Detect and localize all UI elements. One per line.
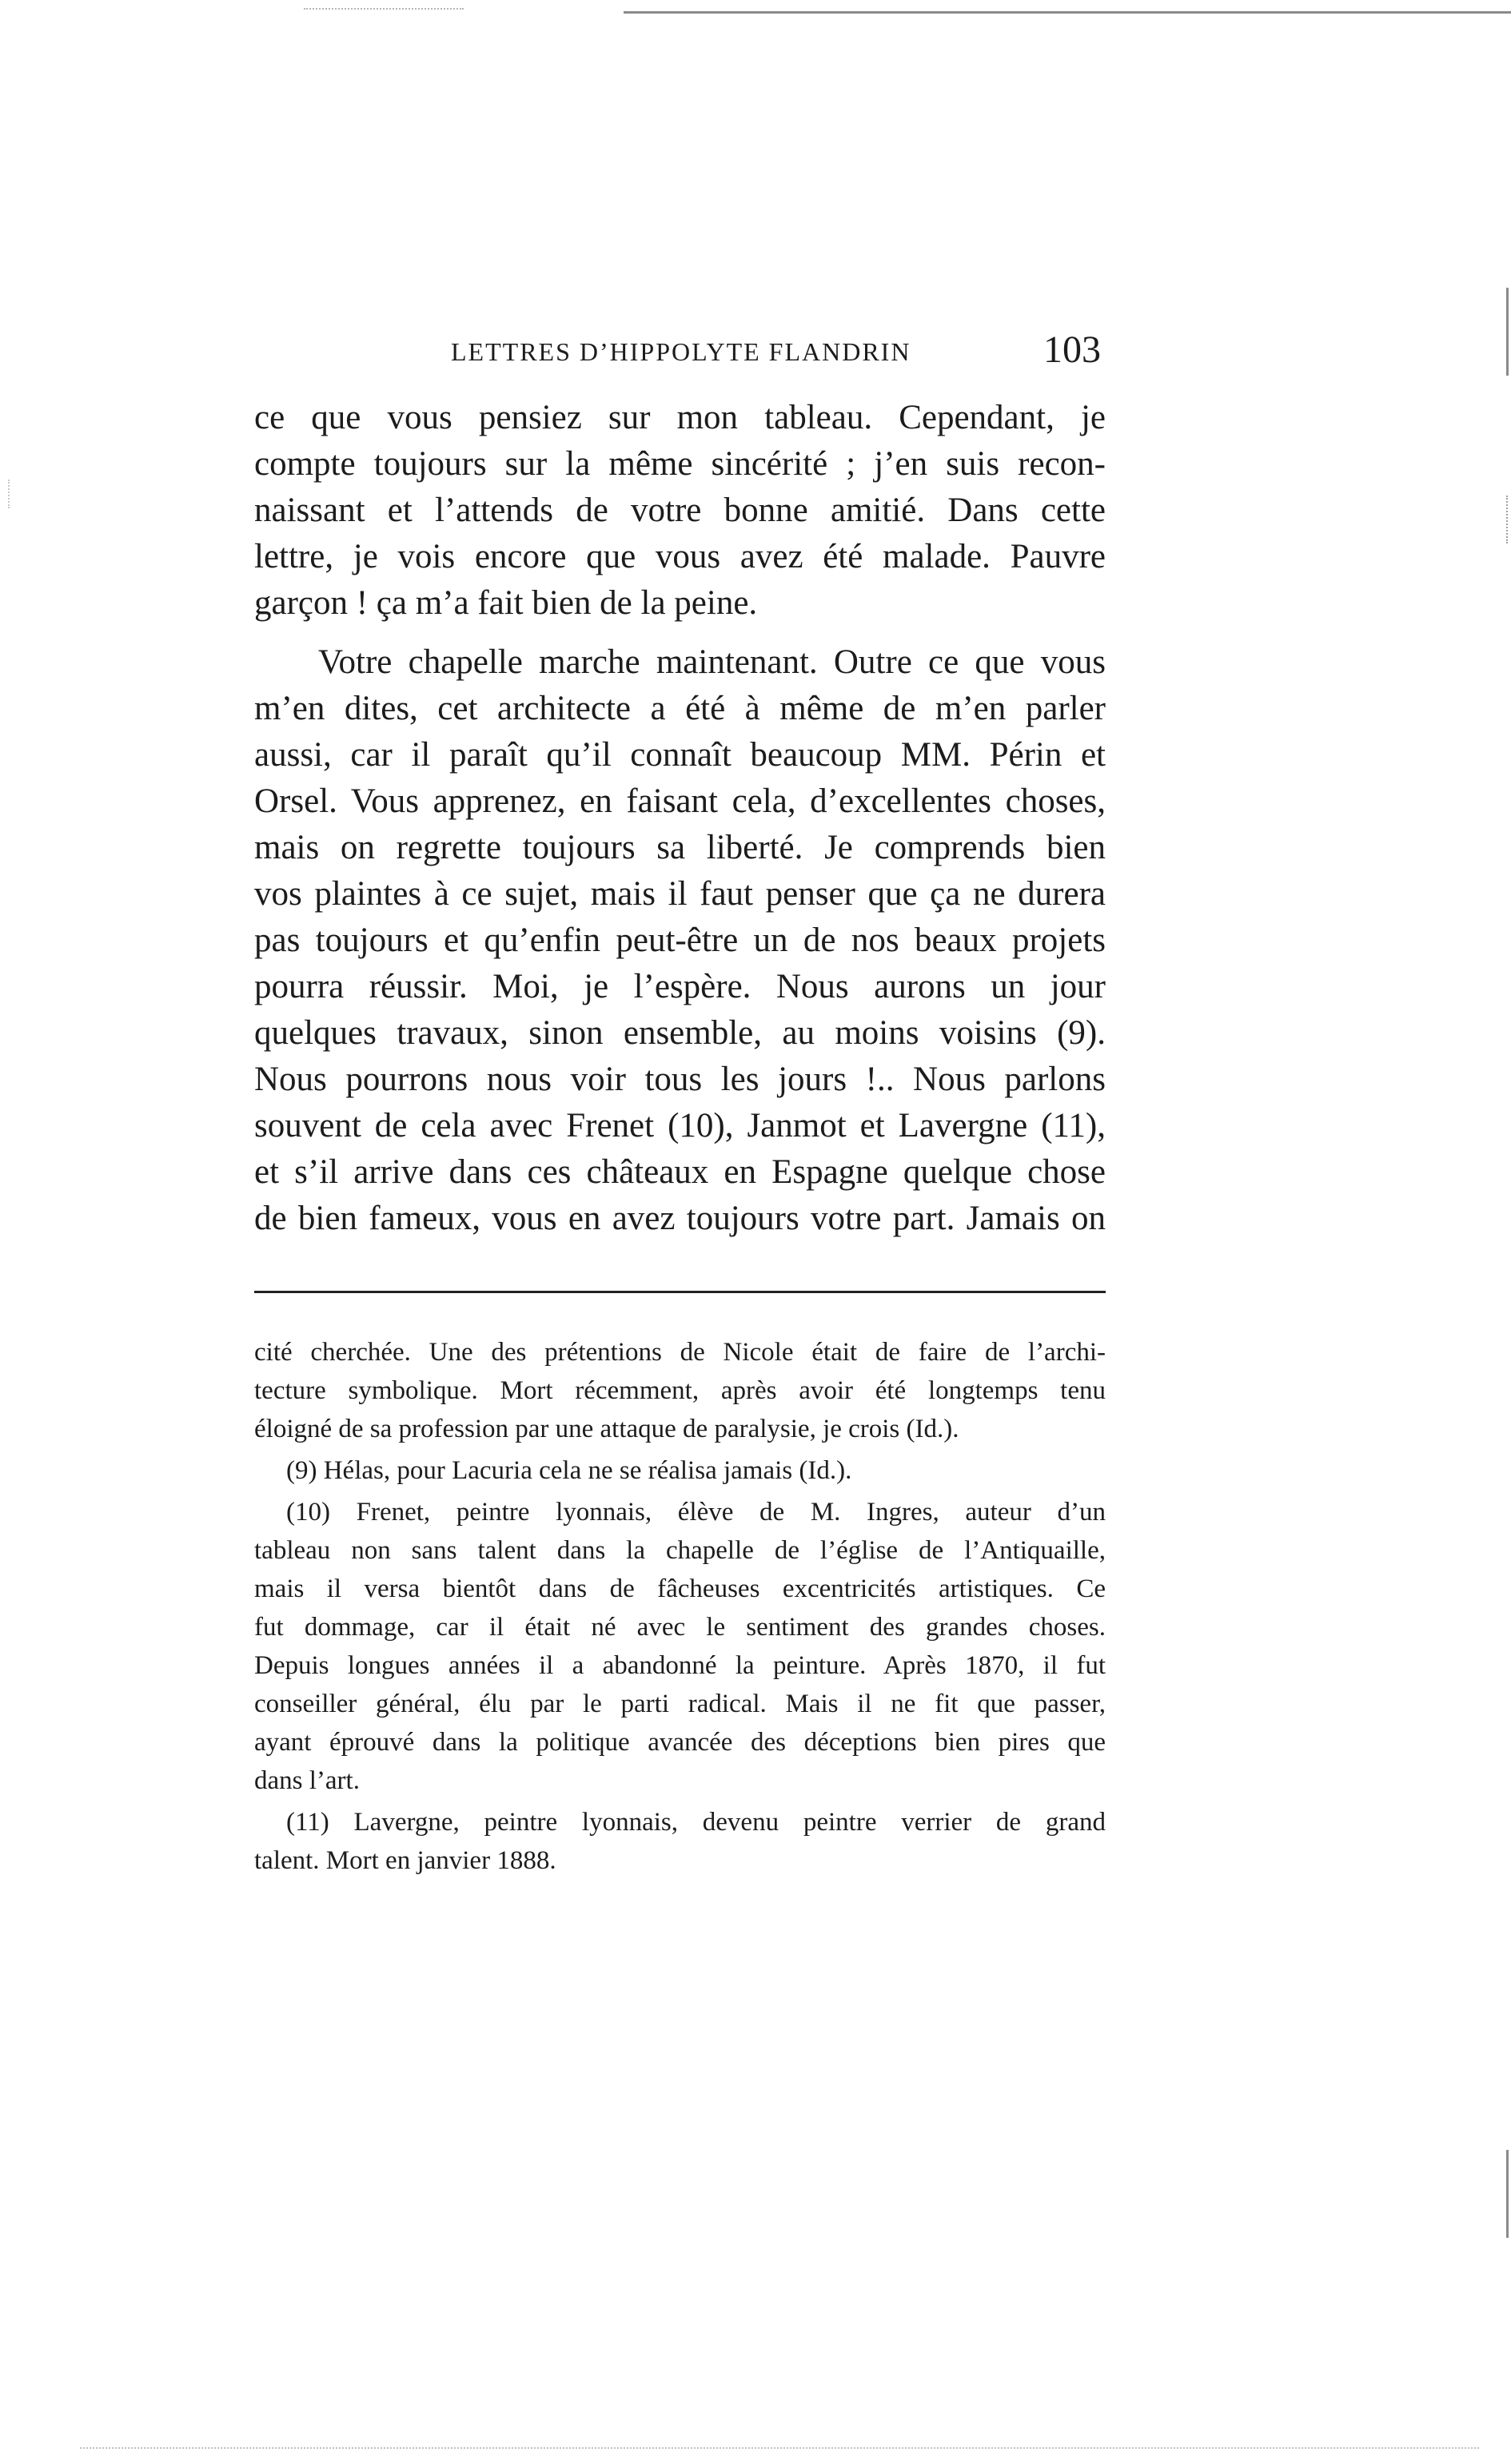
footnotes — [254, 1333, 1106, 1880]
footnote-line: fut dommage, car il était né avec le sentiment des grandes choses. — [254, 1613, 1106, 1642]
text-line: compte toujours sur la même sincérité ; j’en suis recon- — [254, 445, 1106, 483]
scan-artifact-right-dots — [1506, 496, 1508, 543]
footnote-separator-rule — [254, 1291, 1106, 1293]
scan-artifact-bottom-dots — [80, 2447, 1479, 2449]
text-line: garçon ! ça m’a fait bien de la peine. — [254, 584, 758, 622]
scan-artifact-top-dots — [304, 8, 464, 10]
footnote-line: Depuis longues années il a abandonné la peinture. Après 1870, il fut — [254, 1651, 1106, 1680]
text-line: lettre, je vois encore que vous avez été malade. Pauvre — [254, 538, 1106, 575]
text-line: pourra réussir. Moi, je l’espère. Nous aurons un jour — [254, 968, 1106, 1005]
footnote-9: (9) Hélas, pour Lacuria cela ne se réalisa jamais (Id.). — [286, 1456, 852, 1485]
main-text — [254, 395, 1106, 1242]
footnote-line: tableau non sans talent dans la chapelle de l’église de l’Antiquaille, — [254, 1536, 1106, 1565]
footnote-line: éloigné de sa profession par une attaque de paralysie, je crois (Id.). — [254, 1415, 959, 1443]
footnote-10: (10) Frenet, peintre lyonnais, élève de M. Ingres, auteur d’un — [286, 1498, 1106, 1527]
text-line: pas toujours et qu’enfin peut-être un de nos beaux projets — [254, 922, 1106, 959]
scan-artifact-left-tick — [8, 480, 10, 508]
text-line: Nous pourrons nous voir tous les jours !.. Nous parlons — [254, 1061, 1106, 1098]
text-line: Orsel. Vous apprenez, en faisant cela, d’excellentes choses, — [254, 782, 1106, 820]
footnote-line: tecture symbolique. Mort récemment, après avoir été longtemps tenu — [254, 1376, 1106, 1405]
running-title: LETTRES D’HIPPOLYTE FLANDRIN — [451, 337, 911, 366]
footnote-11: (11) Lavergne, peintre lyonnais, devenu peintre verrier de grand — [286, 1808, 1106, 1837]
footnote-line: cité cherchée. Une des prétentions de Nicole était de faire de l’archi- — [254, 1338, 1106, 1367]
text-line: aussi, car il paraît qu’il connaît beaucoup MM. Périn et — [254, 736, 1106, 774]
text-line: vos plaintes à ce sujet, mais il faut penser que ça ne durera — [254, 875, 1106, 913]
paragraph-gap — [254, 627, 1106, 639]
text-line: m’en dites, cet architecte a été à même de m’en parler — [254, 690, 1106, 727]
footnote-line: ayant éprouvé dans la politique avancée des déceptions bien pires que — [254, 1728, 1106, 1757]
running-header — [0, 328, 1511, 376]
footnote-line: talent. Mort en janvier 1888. — [254, 1846, 556, 1875]
footnote-line: dans l’art. — [254, 1766, 360, 1795]
text-line: de bien fameux, vous en avez toujours votre part. Jamais on — [254, 1200, 1106, 1237]
text-line: et s’il arrive dans ces châteaux en Espagne quelque chose — [254, 1153, 1106, 1191]
text-line: Votre chapelle marche maintenant. Outre ce que vous — [318, 643, 1106, 681]
page-number: 103 — [1043, 328, 1101, 371]
footnote-line: conseiller général, élu par le parti radical. Mais il ne fit que passer, — [254, 1690, 1106, 1718]
footnote-line: mais il versa bientôt dans de fâcheuses excentricités artistiques. Ce — [254, 1574, 1106, 1603]
scan-artifact-right-edge-lower — [1506, 2150, 1509, 2238]
text-line: quelques travaux, sinon ensemble, au moins voisins (9). — [254, 1014, 1106, 1052]
text-line: mais on regrette toujours sa liberté. Je comprends bien — [254, 829, 1106, 866]
text-line: souvent de cela avec Frenet (10), Janmot et Lavergne (11), — [254, 1107, 1106, 1144]
scan-artifact-top-line — [624, 11, 1511, 14]
text-line: ce que vous pensiez sur mon tableau. Cependant, je — [254, 399, 1106, 436]
text-line: naissant et l’attends de votre bonne amitié. Dans cette — [254, 492, 1106, 529]
